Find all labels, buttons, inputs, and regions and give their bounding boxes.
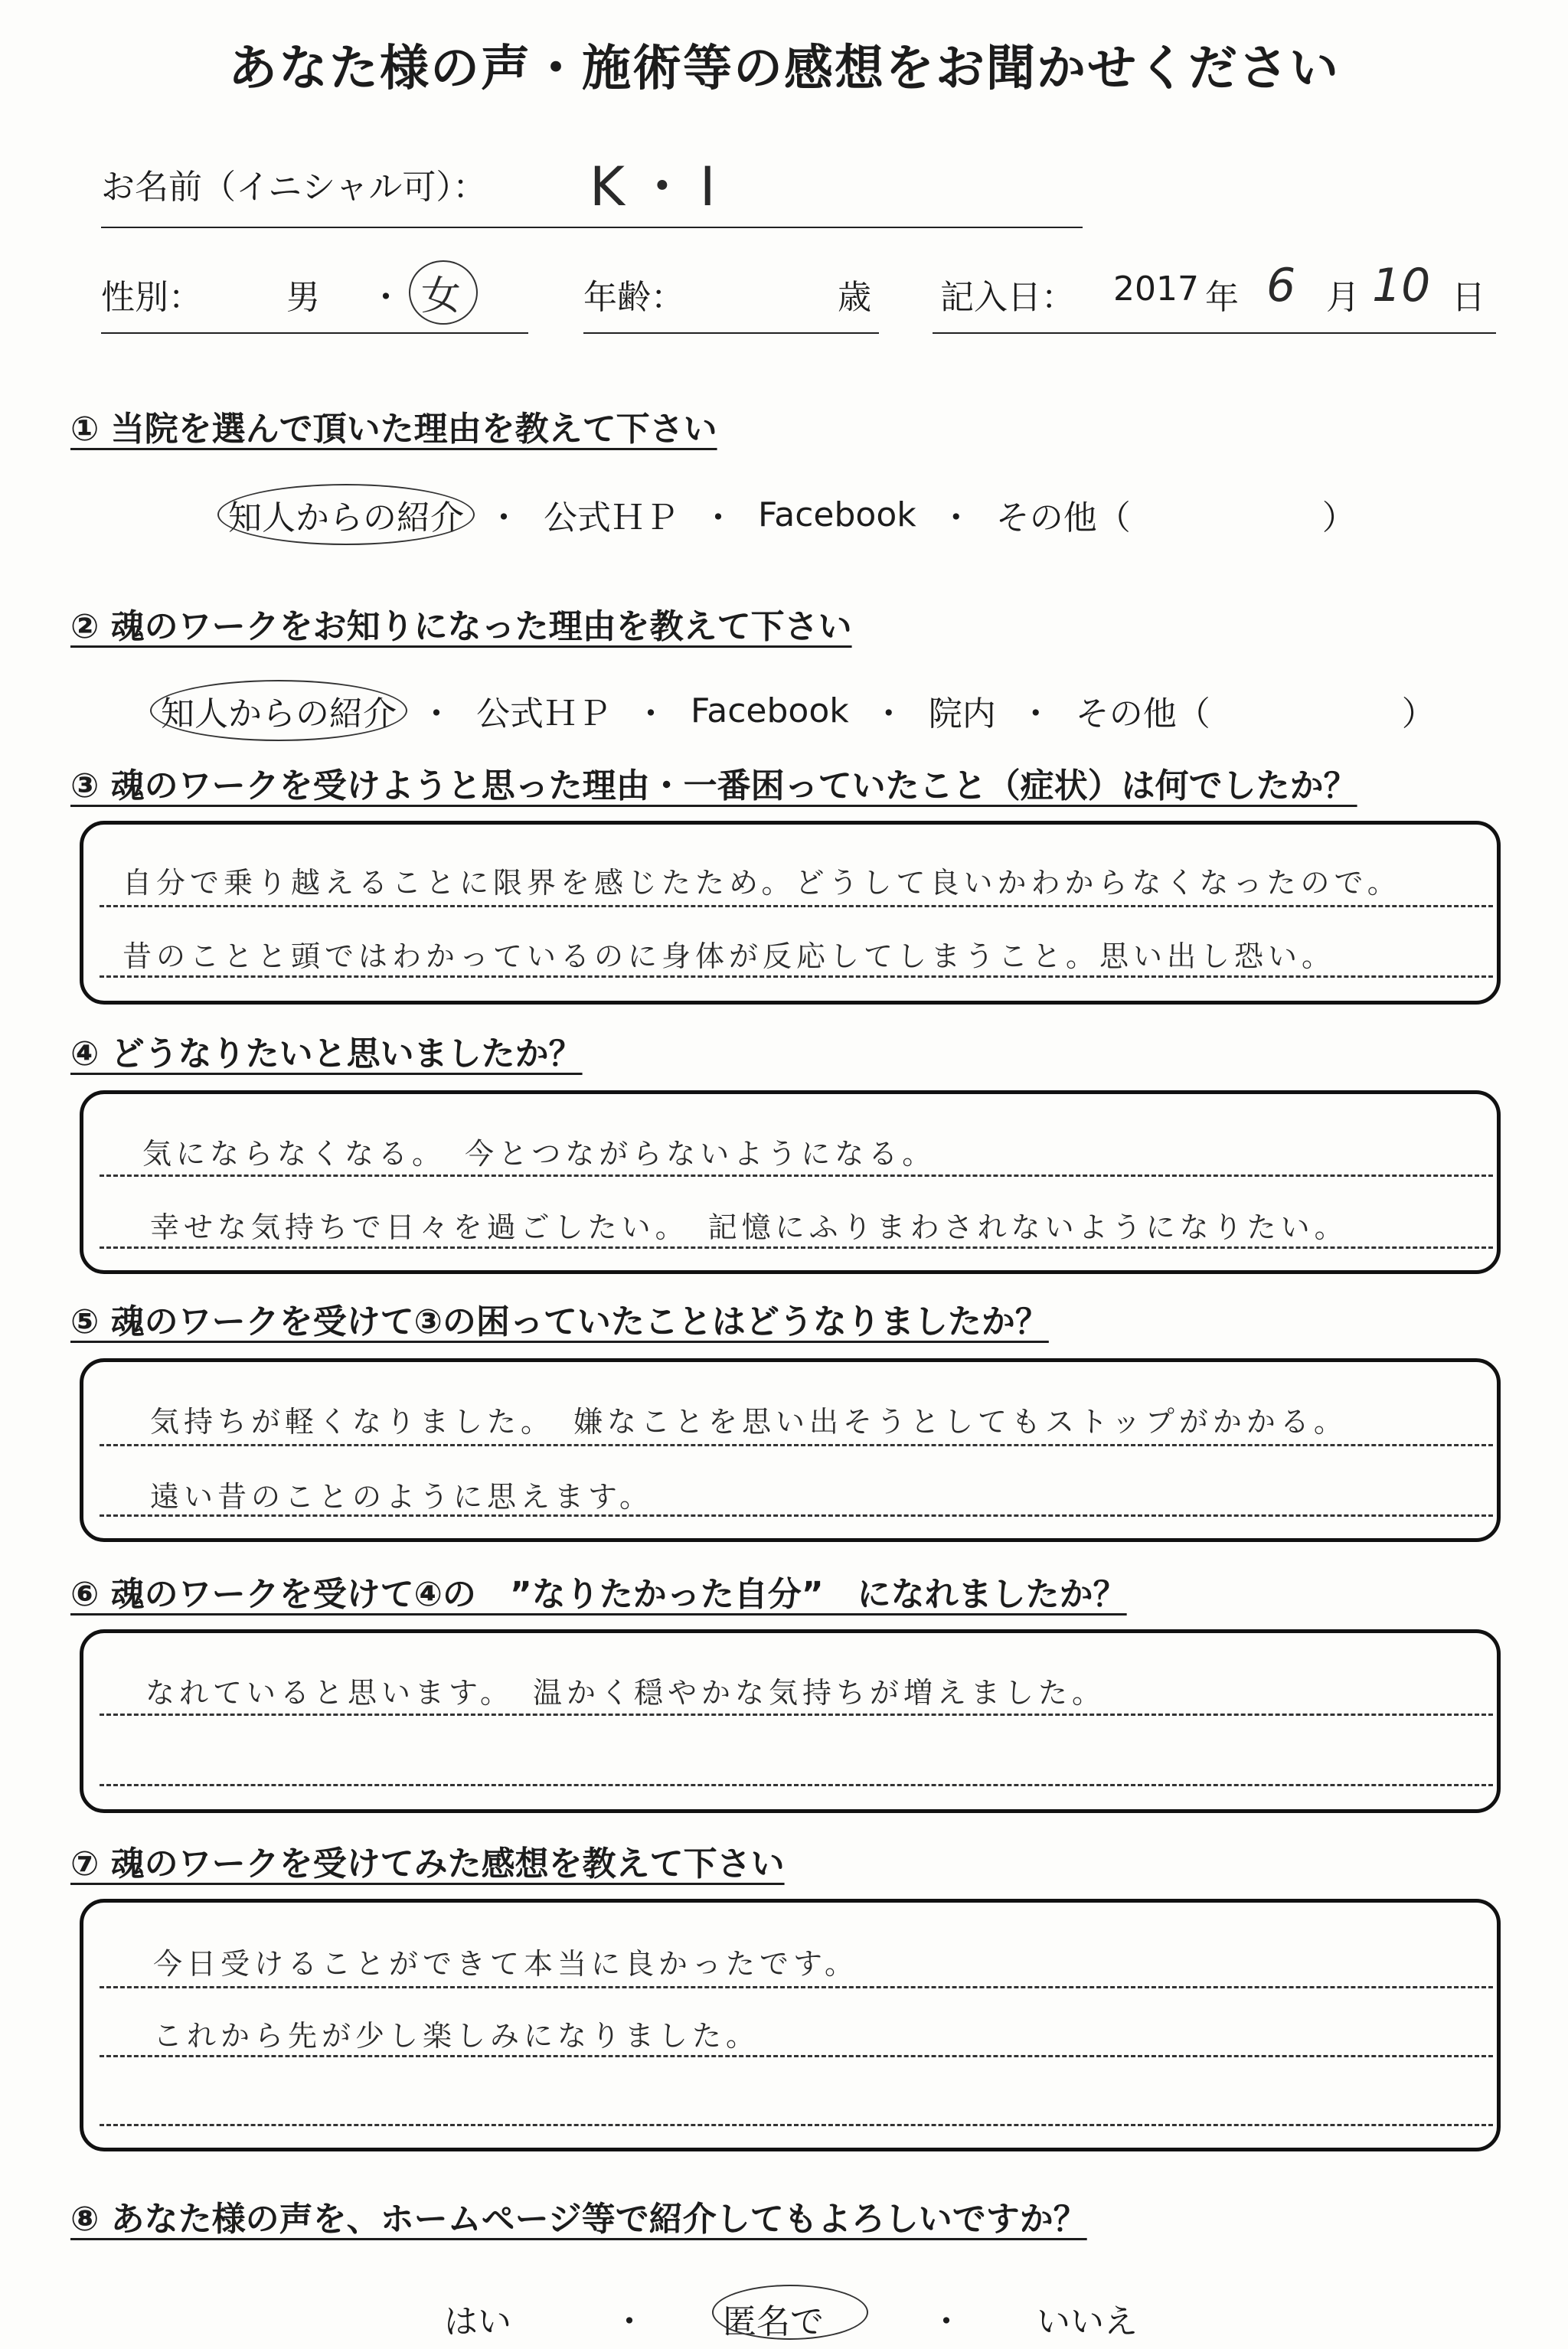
q3-heading: ③ 魂のワークを受けようと思った理由・一番困っていたこと（症状）は何でしたか？ (70, 766, 1357, 805)
q1-option-referral: 知人からの紹介 (228, 490, 464, 539)
date-year: 2017 (1113, 270, 1199, 309)
gender-separator: ・ (369, 278, 403, 317)
q5-dashed-line (100, 1514, 1493, 1517)
q3-dashed-line (100, 975, 1493, 978)
q1-separator: ・ (701, 498, 735, 537)
q5-dashed-line (100, 1444, 1493, 1446)
gender-underline (101, 332, 528, 334)
q1-option-other-close: ） (1321, 498, 1356, 537)
q1-options (228, 490, 1356, 539)
q1-option-other: その他（ (995, 498, 1131, 537)
q1-separator: ・ (939, 498, 973, 537)
q2-separator: ・ (1018, 694, 1053, 733)
q7-heading: ⑦ 魂のワークを受けてみた感想を教えて下さい (70, 1844, 785, 1883)
q5-answer-line-2: 遠い昔のことのように思えます。 (150, 1480, 653, 1514)
q2-separator: ・ (634, 694, 668, 733)
gender-male: 男 (286, 278, 320, 317)
q7-dashed-line (100, 2124, 1493, 2126)
q7-dashed-line (100, 2055, 1493, 2057)
name-underline (101, 227, 1083, 228)
date-label: 記入日： (940, 278, 1075, 317)
q2-separator: ・ (420, 694, 453, 733)
q3-answer-line-2: 昔のことと頭ではわかっているのに身体が反応してしまうこと。思い出し恐い。 (122, 939, 1336, 973)
q5-answer-line-1: 気持ちが軽くなりました。 嫌なことを思い出そうとしてもストップがかかる。 (150, 1405, 1348, 1439)
q3-answer-line-1: 自分で乗り越えることに限界を感じたため。どうして良いかわからなくなったので。 (122, 866, 1401, 900)
q2-option-facebook: Facebook (691, 691, 849, 730)
q1-heading: ① 当院を選んで頂いた理由を教えて下さい (70, 410, 717, 449)
q7-answer-line-1: 今日受けることができて本当に良かったです。 (153, 1947, 858, 1981)
age-underline (583, 332, 879, 334)
q3-dashed-line (100, 905, 1493, 907)
q7-dashed-line (100, 1986, 1493, 1988)
date-day: 10 (1372, 259, 1431, 312)
day-unit: 日 (1452, 278, 1485, 317)
q1-option-homepage: 公式ＨＰ (544, 498, 678, 537)
q8-separator: ・ (612, 2302, 646, 2341)
name-value: K・I (590, 155, 727, 218)
name-label: お名前（イニシャル可）： (101, 168, 487, 207)
q2-options (161, 686, 1436, 735)
q8-separator: ・ (929, 2302, 963, 2341)
q2-option-in-clinic: 院内 (928, 694, 996, 733)
year-unit: 年 (1205, 278, 1239, 317)
q2-option-other-close: ） (1401, 694, 1436, 733)
q4-heading: ④ どうなりたいと思いましたか？ (70, 1034, 583, 1073)
q8-heading: ⑧ あなた様の声を、ホームページ等で紹介してもよろしいですか？ (70, 2200, 1087, 2239)
q7-answer-line-2: これから先が少し楽しみになりました。 (153, 2019, 760, 2053)
q8-option-yes: はい (444, 2302, 511, 2341)
q2-option-other: その他（ (1075, 694, 1210, 733)
q6-heading: ⑥ 魂のワークを受けて④の ”なりたかった自分” になれましたか？ (70, 1575, 1127, 1614)
form-title: あなた様の声・施術等の感想をお聞かせください (228, 41, 1340, 97)
q6-dashed-line (100, 1714, 1493, 1716)
age-label: 年齢： (583, 278, 684, 317)
q8-anonymous-circle (712, 2285, 868, 2340)
q2-option-referral: 知人からの紹介 (161, 686, 397, 735)
gender-label: 性別： (101, 278, 202, 317)
q8-option-anonymous: 匿名で (723, 2302, 824, 2341)
q2-separator: ・ (871, 694, 906, 733)
q1-option-facebook: Facebook (758, 495, 916, 534)
q5-heading: ⑤ 魂のワークを受けて③の困っていたことはどうなりましたか？ (70, 1302, 1049, 1341)
q4-dashed-line (100, 1174, 1493, 1177)
q6-dashed-line (100, 1784, 1493, 1786)
date-underline (933, 332, 1496, 334)
q4-answer-line-1: 気にならなくなる。 今とつながらないようになる。 (142, 1137, 936, 1171)
q6-answer-line-1: なれていると思います。 温かく穏やかな気持ちが増えました。 (145, 1676, 1106, 1710)
q4-answer-line-2: 幸せな気持ちで日々を過ごしたい。 記憶にふりまわされないようになりたい。 (150, 1210, 1348, 1244)
q4-dashed-line (100, 1246, 1493, 1249)
q1-separator: ・ (487, 498, 521, 537)
month-unit: 月 (1326, 278, 1360, 317)
q2-option-homepage: 公式ＨＰ (476, 694, 611, 733)
date-month: 6 (1266, 259, 1296, 312)
q2-heading: ② 魂のワークをお知りになった理由を教えて下さい (70, 607, 852, 646)
gender-female: 女 (421, 273, 462, 319)
age-unit: 歳 (838, 278, 871, 317)
q8-option-no: いいえ (1037, 2302, 1138, 2341)
